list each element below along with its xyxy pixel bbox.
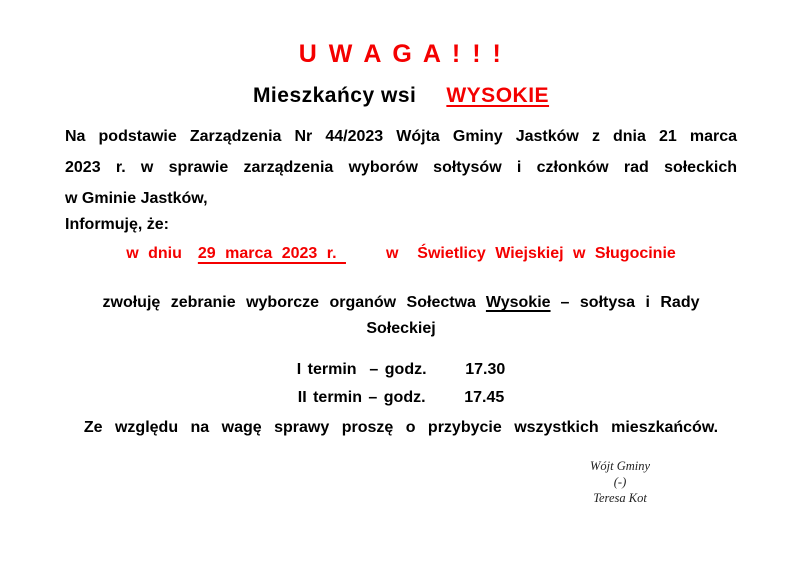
meeting-location: w Świetlicy Wiejskiej w Sługocinie [385,245,676,262]
convene-statement [65,290,737,342]
signature-mark: (-) [613,475,627,489]
notice-title: U W A G A ! ! ! [298,40,504,68]
legal-basis-paragraph [65,121,737,214]
legal-basis-line-1: Na podstawie Zarządzenia Nr 44/2023 Wójta Gminy Jastków z dnia 21 marca [65,128,737,145]
convene-line-2: Sołeckiej [366,320,436,337]
notice-subtitle [65,83,737,109]
meeting-prefix: w dniu [126,245,182,262]
closing-appeal: Ze względu na wagę sprawy proszę o przybycie wszystkich mieszkańców. [83,419,719,436]
convene-line-1 [65,290,737,316]
term-1: I termin – godz. 17.30 [296,361,506,378]
subtitle-prefix: Mieszkańcy wsi [252,84,417,107]
convene-before: zwołuję zebranie wyborcze organów Sołectwa [102,294,476,311]
term-2: II termin – godz. 17.45 [297,389,505,406]
legal-basis-line-3: w Gminie Jastków, [65,190,208,207]
inform-label: Informuję, że: [65,216,170,233]
meeting-date-line [65,244,737,264]
village-name: WYSOKIE [446,84,550,107]
convene-after: – sołtysa i Rady [560,294,700,311]
legal-basis-line-2: 2023 r. w sprawie zarządzenia wyborów sołtysów i członków rad sołeckich [65,159,737,176]
signature-block [550,458,690,506]
signature-name: Teresa Kot [593,491,647,505]
signature-role: Wójt Gminy [589,459,651,473]
convene-village-underlined: Wysokie [485,294,551,311]
meeting-date: 29 marca 2023 r. [197,245,346,262]
